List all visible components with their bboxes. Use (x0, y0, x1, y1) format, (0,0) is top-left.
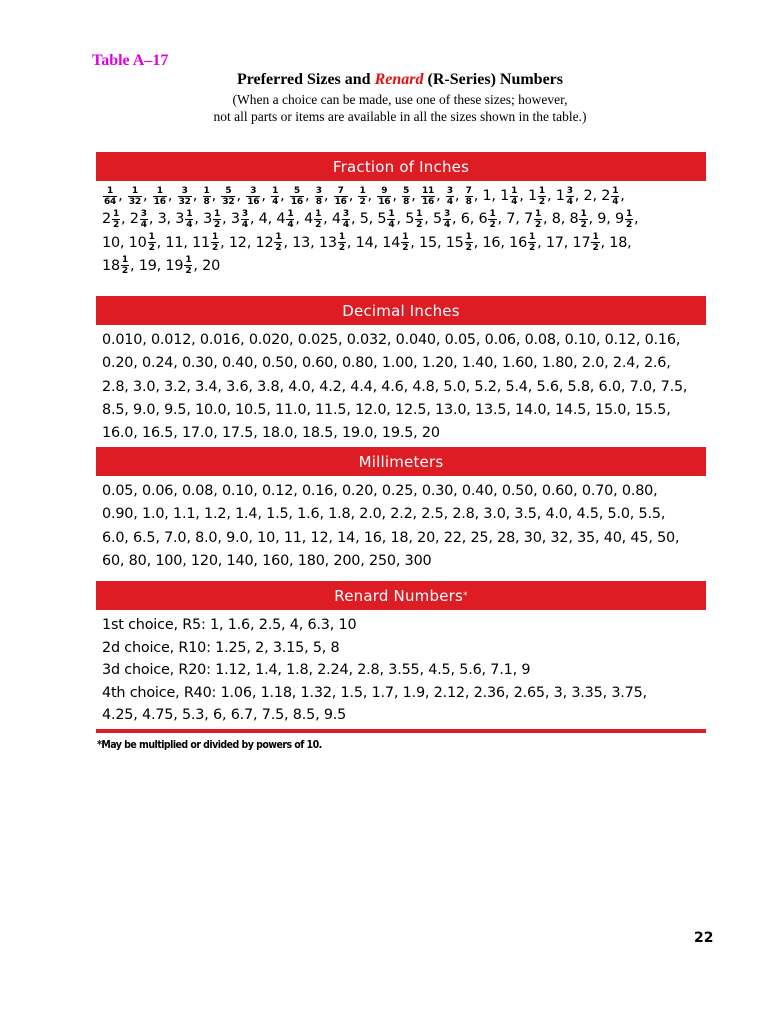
fraction-glyph: $\frac{1}{2}$ (416, 208, 423, 230)
fraction-glyph: $\frac{1}{2}$ (214, 208, 221, 230)
size-value (245, 185, 261, 207)
fraction-glyph: $\frac{1}{64}$ (104, 185, 117, 207)
size-value: 14 (355, 234, 374, 251)
size-value: 5 (359, 211, 369, 228)
section-heading: Decimal Inches (96, 296, 706, 325)
size-value: 10 (102, 234, 120, 251)
size-value (314, 185, 324, 207)
fraction-glyph: $\frac{3}{16}$ (247, 185, 260, 207)
size-value: 1 $\frac{1}{2}$ (527, 185, 545, 207)
fraction-glyph: $\frac{1}{4}$ (612, 185, 619, 207)
renard-numbers-section (96, 581, 706, 727)
fraction-line: $\frac{1}{64}$ , $\frac{1}{32}$ , $\frac{1}{16}$ , $\frac{3}{32}$ , $\frac{1}{8}$ , $\frac{5}{32}$ , $\frac{3}{16}$ , $\frac{1}{4}$ , $\frac{5}{16}$ , $\frac{3}{8}$ , $\frac{7}{16}$ , $\frac{1}{2}$ , $\frac{9}{16}$ , $\frac{5}{8}$ , $\frac{11}{16}$ , $\frac{3}{4}$ , $\frac{7}{8}$ , 1, 1 $\frac{1}{4}$ , 1 $\frac{1}{2}$ , 1 $\frac{3}{4}$ , 2, 2 $\frac{1}{4}$ , (104, 185, 625, 207)
fraction-glyph: $\frac{3}{32}$ (178, 185, 191, 207)
fraction-glyph: $\frac{1}{2}$ (625, 208, 632, 230)
size-value (127, 185, 143, 207)
size-value: 15 $\frac{1}{2}$ (445, 232, 472, 254)
renard-line-r40-cont: 4.25, 4.75, 5.3, 6, 6.7, 7.5, 8.5, 9.5 (102, 707, 347, 723)
size-value (464, 185, 474, 207)
fraction-glyph: $\frac{1}{2}$ (489, 208, 496, 230)
fraction-glyph: $\frac{3}{4}$ (443, 208, 450, 230)
table-label: Table A–17 (92, 52, 169, 69)
bottom-rule (96, 729, 706, 733)
size-value: 3 $\frac{3}{4}$ (230, 208, 248, 230)
size-value: 15 (419, 234, 437, 251)
size-value: 6 (460, 211, 470, 228)
fraction-glyph: $\frac{3}{4}$ (342, 208, 349, 230)
decimal-line: 0.010, 0.012, 0.016, 0.020, 0.025, 0.032, 0.040, 0.05, 0.06, 0.08, 0.10, 0.12, 0.16, (102, 332, 681, 348)
subtitle-line-1: (When a choice can be made, use one of these sizes; however, (232, 92, 568, 107)
size-value: 4 $\frac{3}{4}$ (331, 208, 349, 230)
millimeters-section (96, 447, 706, 573)
size-value: 18 $\frac{1}{2}$ (102, 255, 128, 277)
section-body (96, 610, 706, 727)
fraction-glyph: $\frac{3}{4}$ (140, 208, 147, 230)
size-value: 13 (292, 234, 311, 251)
size-value: 19 (138, 257, 157, 274)
fraction-glyph: $\frac{7}{8}$ (465, 185, 472, 207)
subtitle-line-2: not all parts or items are available in all the sizes shown in the table.) (213, 109, 587, 124)
size-value (270, 185, 280, 207)
footnote: *May be multiplied or divided by powers of 10. (97, 739, 322, 751)
fraction-glyph: $\frac{1}{2}$ (538, 185, 545, 207)
fraction-glyph: $\frac{7}{16}$ (334, 185, 347, 207)
size-value: 12 (228, 234, 247, 251)
fraction-line: 18 $\frac{1}{2}$ , 19, 19 $\frac{1}{2}$ , 20 (102, 255, 221, 277)
fraction-glyph: $\frac{1}{2}$ (112, 208, 120, 230)
fraction-glyph: $\frac{3}{4}$ (241, 208, 248, 230)
size-value (376, 185, 392, 207)
section-heading (96, 581, 706, 610)
title-part-1: Preferred Sizes and (236, 71, 375, 88)
size-value (152, 185, 168, 207)
section-body (96, 476, 706, 573)
size-value (420, 185, 436, 207)
fraction-glyph: $\frac{1}{2}$ (529, 232, 536, 254)
size-value: 16 $\frac{1}{2}$ (509, 232, 536, 254)
section-heading: Millimeters (96, 447, 706, 476)
size-value: 2 $\frac{1}{2}$ (102, 208, 120, 230)
size-value: 2 (583, 188, 593, 204)
fraction-glyph: $\frac{9}{16}$ (378, 185, 391, 207)
fraction-glyph: $\frac{1}{2}$ (275, 232, 282, 254)
fraction-glyph: $\frac{1}{4}$ (388, 208, 395, 230)
millimeter-line: 0.05, 0.06, 0.08, 0.10, 0.12, 0.16, 0.20, 0.25, 0.30, 0.40, 0.50, 0.60, 0.70, 0.80, (102, 483, 658, 499)
title-renard-word: Renard (374, 71, 424, 88)
size-value: 8 $\frac{1}{2}$ (569, 208, 587, 230)
size-value: 4 $\frac{1}{2}$ (304, 208, 322, 230)
fraction-glyph: $\frac{1}{4}$ (272, 185, 279, 207)
size-value (102, 185, 118, 207)
size-value: 1 (482, 188, 492, 204)
size-value: 5 $\frac{1}{2}$ (405, 208, 423, 230)
renard-line-r5: 1st choice, R5: 1, 1.6, 2.5, 4, 6.3, 10 (102, 617, 357, 633)
fraction-glyph: $\frac{3}{4}$ (446, 185, 453, 207)
fraction-glyph: $\frac{1}{2}$ (534, 208, 541, 230)
size-value: 20 (202, 257, 221, 274)
decimal-line: 2.8, 3.0, 3.2, 3.4, 3.6, 3.8, 4.0, 4.2, 4.4, 4.6, 4.8, 5.0, 5.2, 5.4, 5.6, 5.8, 6.0, 7.0, 7.5, (102, 378, 688, 395)
size-value: 2 $\frac{3}{4}$ (129, 208, 147, 230)
decimal-line: 0.20, 0.24, 0.30, 0.40, 0.50, 0.60, 0.80, 1.00, 1.20, 1.40, 1.60, 1.80, 2.0, 2.4, 2.6, (102, 355, 671, 372)
size-value: 9 $\frac{1}{2}$ (614, 208, 632, 230)
section-heading: Fraction of Inches (96, 152, 706, 181)
fraction-glyph: $\frac{1}{2}$ (121, 255, 128, 277)
size-value: 11 (165, 234, 184, 251)
size-value: 17 $\frac{1}{2}$ (572, 232, 599, 254)
fraction-glyph: $\frac{5}{32}$ (222, 185, 235, 207)
fraction-glyph: $\frac{1}{8}$ (203, 185, 210, 207)
size-value (357, 185, 367, 207)
size-value: 4 $\frac{1}{4}$ (276, 208, 294, 230)
page-number: 22 (694, 930, 714, 946)
title-part-2: (R-Series) Numbers (423, 71, 564, 88)
fraction-glyph: $\frac{5}{16}$ (290, 185, 303, 207)
size-value: 7 (506, 211, 516, 228)
fraction-glyph: $\frac{1}{4}$ (287, 208, 294, 230)
fraction-glyph: $\frac{1}{2}$ (212, 232, 219, 254)
renard-heading-text: Renard Numbers (334, 586, 464, 605)
size-value: 18 (609, 234, 628, 251)
size-value: 3 (157, 211, 167, 228)
millimeter-line: 0.90, 1.0, 1.1, 1.2, 1.4, 1.5, 1.6, 1.8, 2.0, 2.2, 2.5, 2.8, 3.0, 3.5, 4.0, 4.5, 5.0, 5.5, (102, 506, 666, 523)
size-value: 2 $\frac{1}{4}$ (601, 185, 619, 207)
section-body (96, 181, 706, 278)
size-value (333, 185, 349, 207)
fraction-glyph: $\frac{1}{4}$ (511, 185, 518, 207)
fraction-glyph: $\frac{1}{2}$ (315, 208, 322, 230)
fraction-glyph: $\frac{11}{16}$ (421, 185, 435, 207)
size-value: 16 (482, 234, 501, 251)
size-value: 5 $\frac{3}{4}$ (432, 208, 450, 230)
fraction-glyph: $\frac{1}{2}$ (148, 232, 155, 254)
size-value: 11 $\frac{1}{2}$ (192, 232, 219, 254)
decimal-line: 16.0, 16.5, 17.0, 17.5, 18.0, 18.5, 19.0, 19.5, 20 (102, 425, 440, 442)
fraction-glyph: $\frac{1}{2}$ (465, 232, 472, 254)
size-value (401, 185, 411, 207)
fraction-glyph: $\frac{1}{4}$ (186, 208, 193, 230)
fraction-glyph: $\frac{1}{2}$ (592, 232, 599, 254)
renard-line-r10: 2d choice, R10: 1.25, 2, 3.15, 5, 8 (102, 639, 340, 656)
fraction-glyph: $\frac{3}{8}$ (315, 185, 322, 207)
fraction-glyph: $\frac{5}{8}$ (403, 185, 410, 207)
decimal-inches-section (96, 296, 706, 445)
fraction-glyph: $\frac{1}{2}$ (185, 255, 192, 277)
size-value: 19 $\frac{1}{2}$ (165, 255, 192, 277)
size-value: 1 $\frac{3}{4}$ (555, 185, 573, 207)
size-value: 7 $\frac{1}{2}$ (523, 208, 541, 230)
size-value: 4 (258, 211, 268, 228)
size-value (202, 185, 212, 207)
footnote-mark: * (463, 590, 468, 601)
page-title (0, 71, 768, 89)
size-value: 3 $\frac{1}{4}$ (175, 208, 193, 230)
size-value: 12 $\frac{1}{2}$ (255, 232, 282, 254)
fraction-glyph: $\frac{3}{4}$ (566, 185, 573, 207)
fraction-glyph: $\frac{1}{32}$ (128, 185, 141, 207)
size-value: 8 (551, 211, 561, 228)
fraction-glyph: $\frac{1}{2}$ (402, 232, 409, 254)
size-value (177, 185, 193, 207)
renard-line-r40: 4th choice, R40: 1.06, 1.18, 1.32, 1.5, 1.7, 1.9, 2.12, 2.36, 2.65, 3, 3.35, 3.75, (102, 684, 647, 701)
fraction-line: 10, 10 $\frac{1}{2}$ , 11, 11 $\frac{1}{2}$ , 12, 12 $\frac{1}{2}$ , 13, 13 $\frac{1}{2}$ , 14, 14 $\frac{1}{2}$ , 15, 15 $\frac{1}{2}$ , 16, 16 $\frac{1}{2}$ , 17, 17 $\frac{1}{2}$ , 18, (102, 232, 632, 254)
size-value: 3 $\frac{1}{2}$ (203, 208, 221, 230)
size-value (445, 185, 455, 207)
renard-line-r20: 3d choice, R20: 1.12, 1.4, 1.8, 2.24, 2.8, 3.55, 4.5, 5.6, 7.1, 9 (102, 662, 531, 678)
fraction-glyph: $\frac{1}{2}$ (338, 232, 345, 254)
millimeter-line: 60, 80, 100, 120, 140, 160, 180, 200, 250, 300 (102, 552, 432, 569)
size-value (289, 185, 305, 207)
fraction-of-inches-section (96, 152, 706, 278)
size-value: 14 $\frac{1}{2}$ (382, 232, 409, 254)
size-value: 17 (545, 234, 564, 251)
fraction-glyph: $\frac{1}{2}$ (580, 208, 587, 230)
size-value: 5 $\frac{1}{4}$ (377, 208, 395, 230)
size-value: 9 (597, 211, 607, 228)
size-value: 10 $\frac{1}{2}$ (128, 232, 155, 254)
section-body (96, 325, 706, 445)
fraction-glyph: $\frac{1}{16}$ (153, 185, 166, 207)
decimal-line: 8.5, 9.0, 9.5, 10.0, 10.5, 11.0, 11.5, 12.0, 12.5, 13.0, 13.5, 14.0, 14.5, 15.0, 15.5, (102, 401, 671, 418)
millimeter-line: 6.0, 6.5, 7.0, 8.0, 9.0, 10, 11, 12, 14, 16, 18, 20, 22, 25, 28, 30, 32, 35, 40, 45, 50, (102, 529, 680, 546)
size-value: 6 $\frac{1}{2}$ (478, 208, 496, 230)
fraction-line: 2 $\frac{1}{2}$ , 2 $\frac{3}{4}$ , 3, 3 $\frac{1}{4}$ , 3 $\frac{1}{2}$ , 3 $\frac{3}{4}$ , 4, 4 $\frac{1}{4}$ , 4 $\frac{1}{2}$ , 4 $\frac{3}{4}$ , 5, 5 $\frac{1}{4}$ , 5 $\frac{1}{2}$ , 5 $\frac{3}{4}$ , 6, 6 $\frac{1}{2}$ , 7, 7 $\frac{1}{2}$ , 8, 8 $\frac{1}{2}$ , 9, 9 $\frac{1}{2}$ , (102, 208, 639, 230)
size-value: 1 $\frac{1}{4}$ (500, 185, 518, 207)
fraction-glyph: $\frac{1}{2}$ (359, 185, 366, 207)
size-value: 13 $\frac{1}{2}$ (318, 232, 345, 254)
size-value (220, 185, 236, 207)
